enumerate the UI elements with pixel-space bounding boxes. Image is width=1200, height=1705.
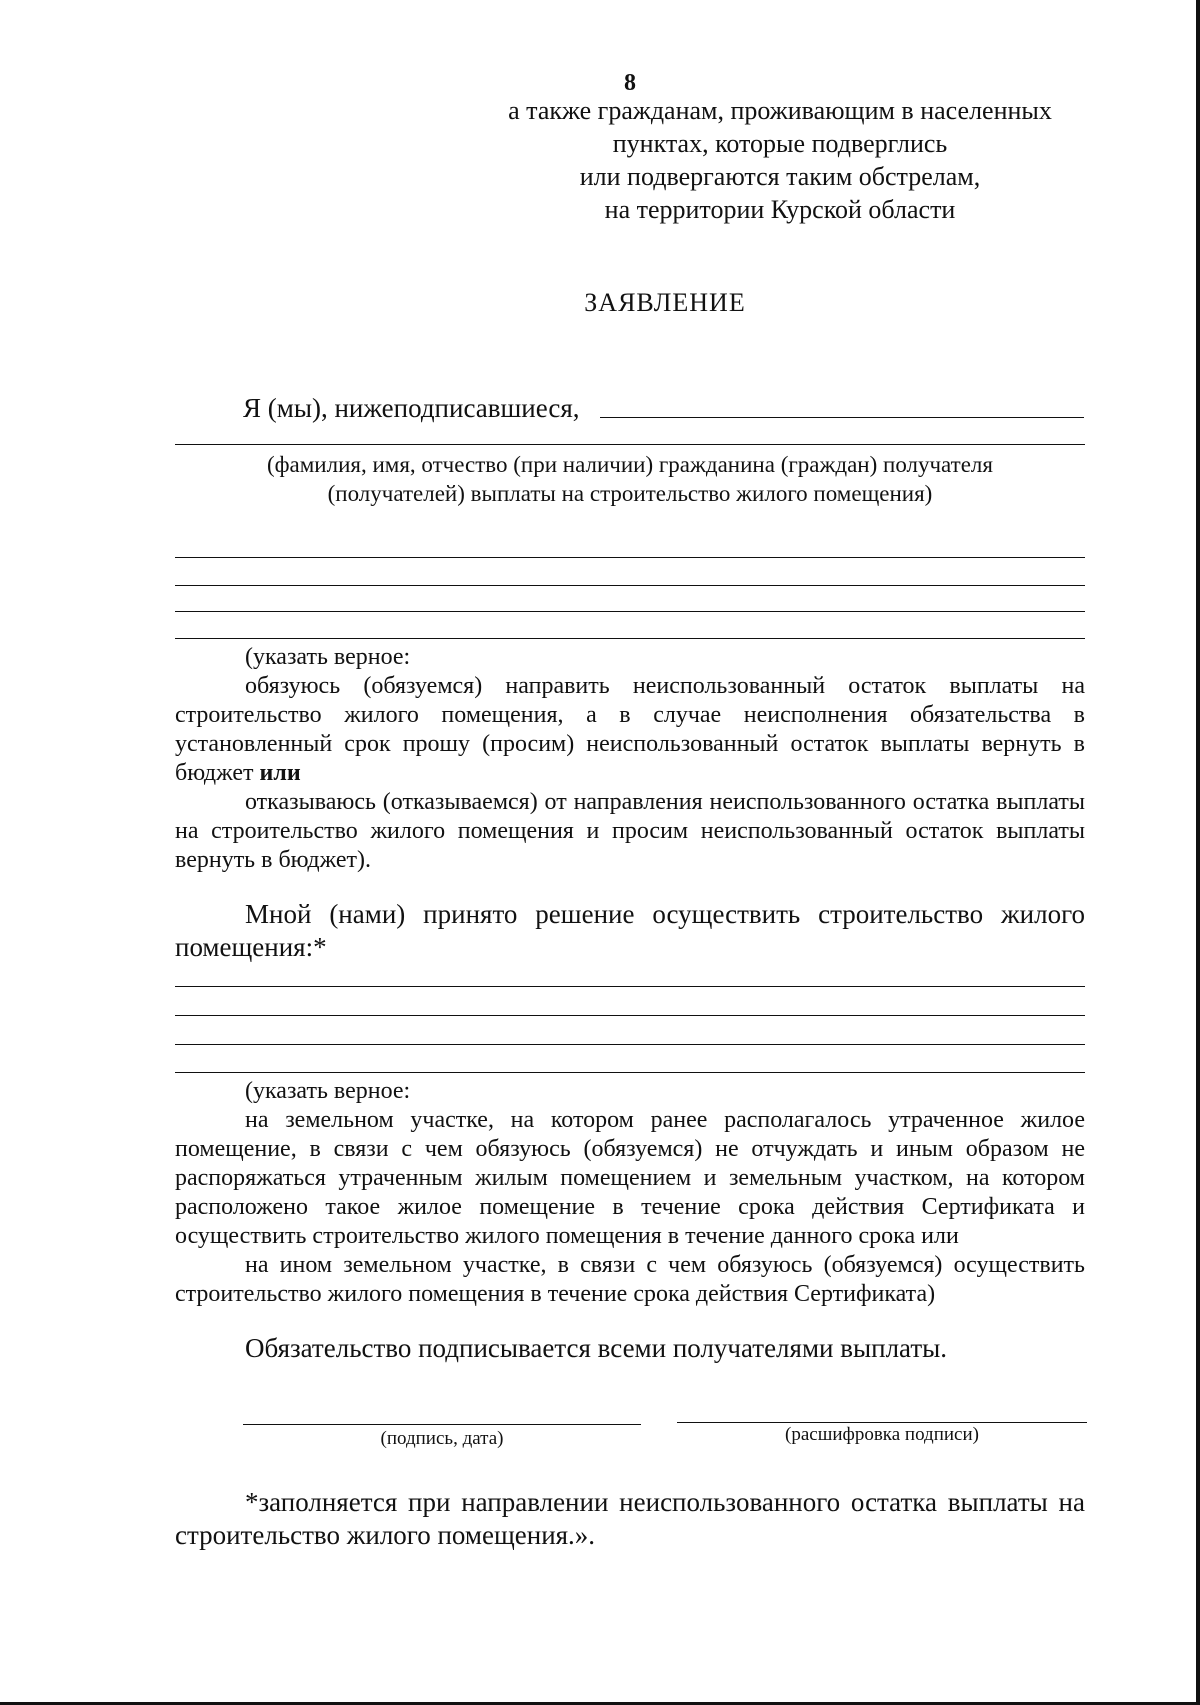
- signature-caption: (подпись, дата): [380, 1428, 504, 1449]
- signed-by-text: Обязательство подписывается всеми получателями выплаты.: [245, 1333, 948, 1363]
- name-field-line[interactable]: [600, 417, 1084, 418]
- name-caption-line: (фамилия, имя, отчество (при наличии) гражданина (граждан) получателя: [266, 452, 993, 477]
- option-text: [175, 672, 1085, 788]
- name-caption: [175, 450, 1085, 508]
- options-head: (указать верное:: [245, 644, 411, 670]
- option-text: отказываюсь (отказываемся) от направления неиспользованного остатка выплаты на строительство жилого помещения и просим неиспользованный остаток выплаты вернуть в бюджет).: [175, 789, 1085, 873]
- header-line: пунктах, которые подверглись: [612, 129, 948, 158]
- option-or: или: [259, 760, 301, 786]
- header-line: на территории Курской области: [604, 195, 956, 224]
- option-text: обязуюсь (обязуемся) направить неиспользованный остаток выплаты на строительство жилого помещения, а в случае неисполнения обязательства в установленный срок прошу (просим) неиспользованный остаток выплаты вернуть в бюджет: [175, 673, 1085, 786]
- header-line: или подвергаются таким обстрелам,: [579, 162, 981, 191]
- blank-line[interactable]: [175, 585, 1085, 586]
- document-title: ЗАЯВЛЕНИЕ: [584, 288, 746, 317]
- option-text: на земельном участке, на котором ранее располагалось утраченное жилое помещение, в связи с чем обязуюсь (обязуемся) не отчуждать и иным образом не распоряжаться утраченным жилым помещением и земельным участком, на котором расположено такое жилое помещение в течение срока действия Сертификата и осуществить строительство жилого помещения в течение данного срока или: [175, 1107, 1085, 1249]
- footnote: *заполняется при направлении неиспользованного остатка выплаты на строительство жилого помещения.».: [175, 1487, 1085, 1550]
- header-block: [470, 94, 1090, 226]
- blank-line[interactable]: [175, 1015, 1085, 1016]
- options-block-2: [175, 1077, 1085, 1309]
- decision-text: Мной (нами) принято решение осуществить строительство жилого помещения:*: [175, 899, 1085, 962]
- blank-line[interactable]: [175, 1072, 1085, 1073]
- signature-decode-line[interactable]: [677, 1422, 1087, 1423]
- signature-line[interactable]: [243, 1424, 641, 1425]
- header-line: а также гражданам, проживающим в населенных: [508, 96, 1052, 125]
- options-block-1: [175, 643, 1085, 875]
- blank-line[interactable]: [175, 638, 1085, 639]
- blank-line[interactable]: [175, 1044, 1085, 1045]
- blank-line[interactable]: [175, 986, 1085, 987]
- options-head: (указать верное:: [245, 1078, 411, 1104]
- intro-label: Я (мы), нижеподписавшиеся,: [243, 393, 580, 423]
- blank-line[interactable]: [175, 611, 1085, 612]
- scan-edge-right: [1196, 0, 1200, 1705]
- signature-decode-caption: (расшифровка подписи): [785, 1424, 979, 1445]
- name-field-line-2[interactable]: [175, 444, 1085, 445]
- page-number: 8: [624, 70, 636, 96]
- blank-line[interactable]: [175, 557, 1085, 558]
- name-caption-line: (получателей) выплаты на строительство жилого помещения): [327, 481, 933, 506]
- option-text: на ином земельном участке, в связи с чем обязуюсь (обязуемся) осуществить строительство жилого помещения в течение срока действия Сертификата): [175, 1252, 1085, 1307]
